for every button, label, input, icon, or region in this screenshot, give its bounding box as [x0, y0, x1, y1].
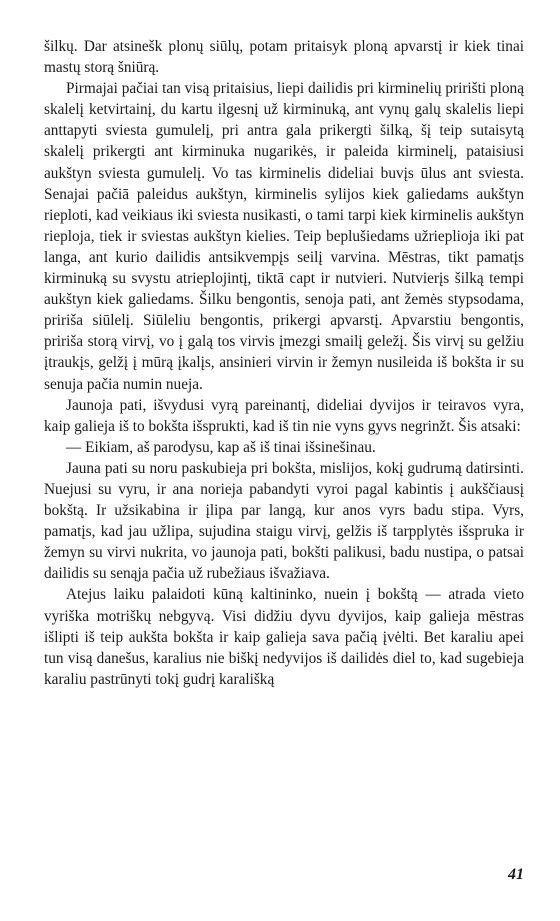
paragraph: Atejus laiku palaidoti kūną kaltininko, nuein į bokštą — atrada vieto vyriška motriškų nebgyvą. Visi didžiu dyvu dyvijos, kaip galieja mēstras išlipti iš teip aukšta bokšta ir kaip galieja sava pačią įvėlti. Bet karaliu apei tun visą danešus, karalius nie biškį nedyvijos iš dailidės diel to, kad sugebieja karaliu pastrūnyti tokį gudrį karališką — [44, 586, 524, 688]
page-number: 41 — [508, 866, 524, 883]
paragraph: Pirmajai pačiai tan visą pritaisius, liepi dailidis pri kirminelių pririšti ploną skalelį ketvirtainį, du kartu ilgesnį už kirminuką, ant vynų galų skalelis liepi anttapyti sviesta gumulelį, pri antra gala prikergti šilką, šį teip sutaisytą skalelį prikergti ant kirminuka nugarikės, ir paleida kirminelį, pataisiusi aukštyn sviesta gumulelį. Vo tas kirminelis dideliai buvįs ūlus ant sviesta. Senajai pačiā paleidus aukštyn, kirminelis sylijos kiek galiedams aukštyn rieploti, kad veikiaus iki sviesta nusikasti, o tami tarpi kiek kirminelis aukštyn rieploja, tiek ir sviestas aukštyn kielies. Teip beplušiedams užrieplioja iki pat langa, ant kurio dailidis antsikvempįs seilį varvina. Mēstras, tikt pamatįs kirminuką su svystu atrieplojintį, tiktā capt ir nutvieri. Nutvierįs šilką tempi aukštyn kiek galiedams. Šilku bengontis, senoja pati, ant žemės stypsodama, pririša siūlelį. Siūleliu bengontis, prikergi apvarstį. Apvarstiu bengontis, pririša storą virvį, vo į galą tos virvis įmezgi smailį geležį. Šis virvį su gelžiu įtraukįs, gelžį į mūrą įkalįs, ansinieri virvin ir žemyn nusileida iš bokšta ir su senuja pačia numin nueja. — [44, 80, 524, 393]
paragraph: šilkų. Dar atsinešk plonų siūlų, potam pritaisyk ploną apvarstį ir kiek tinai mastų storą šniūrą. — [44, 38, 524, 77]
body-text — [44, 36, 524, 690]
paragraph: Jaunoja pati, išvydusi vyrą pareinantį, dideliai dyvijos ir teiravos vyra, kaip galieja iš to bokšta išsprukti, kad iš tin nie vyns gyvs negrinžt. Šis atsaki: — [44, 396, 524, 435]
paragraph: Jauna pati su noru paskubieja pri bokšta, mislijos, kokį gudrumą datirsinti. Nuejusi su vyru, ir ana norieja pabandyti vyroi pagal kabintis į aukščiausį bokštą. Ir užsikabina ir įlipa par langą, kur anos vyrs badu stipa. Vyrs, pamatįs, kad jau užlipa, sujudina staigu virvį, gelžis iš tarpplytės išspruka ir žemyn su virvi nukrita, vo jaunoja pati, bokšti palikusi, badu nustipa, o patsai dailidis su senąja pačia už rubežiaus išvažiava. — [44, 459, 524, 583]
dialogue-line: — Eikiam, aš parodysu, kap aš iš tinai išsinešinau. — [66, 438, 376, 456]
